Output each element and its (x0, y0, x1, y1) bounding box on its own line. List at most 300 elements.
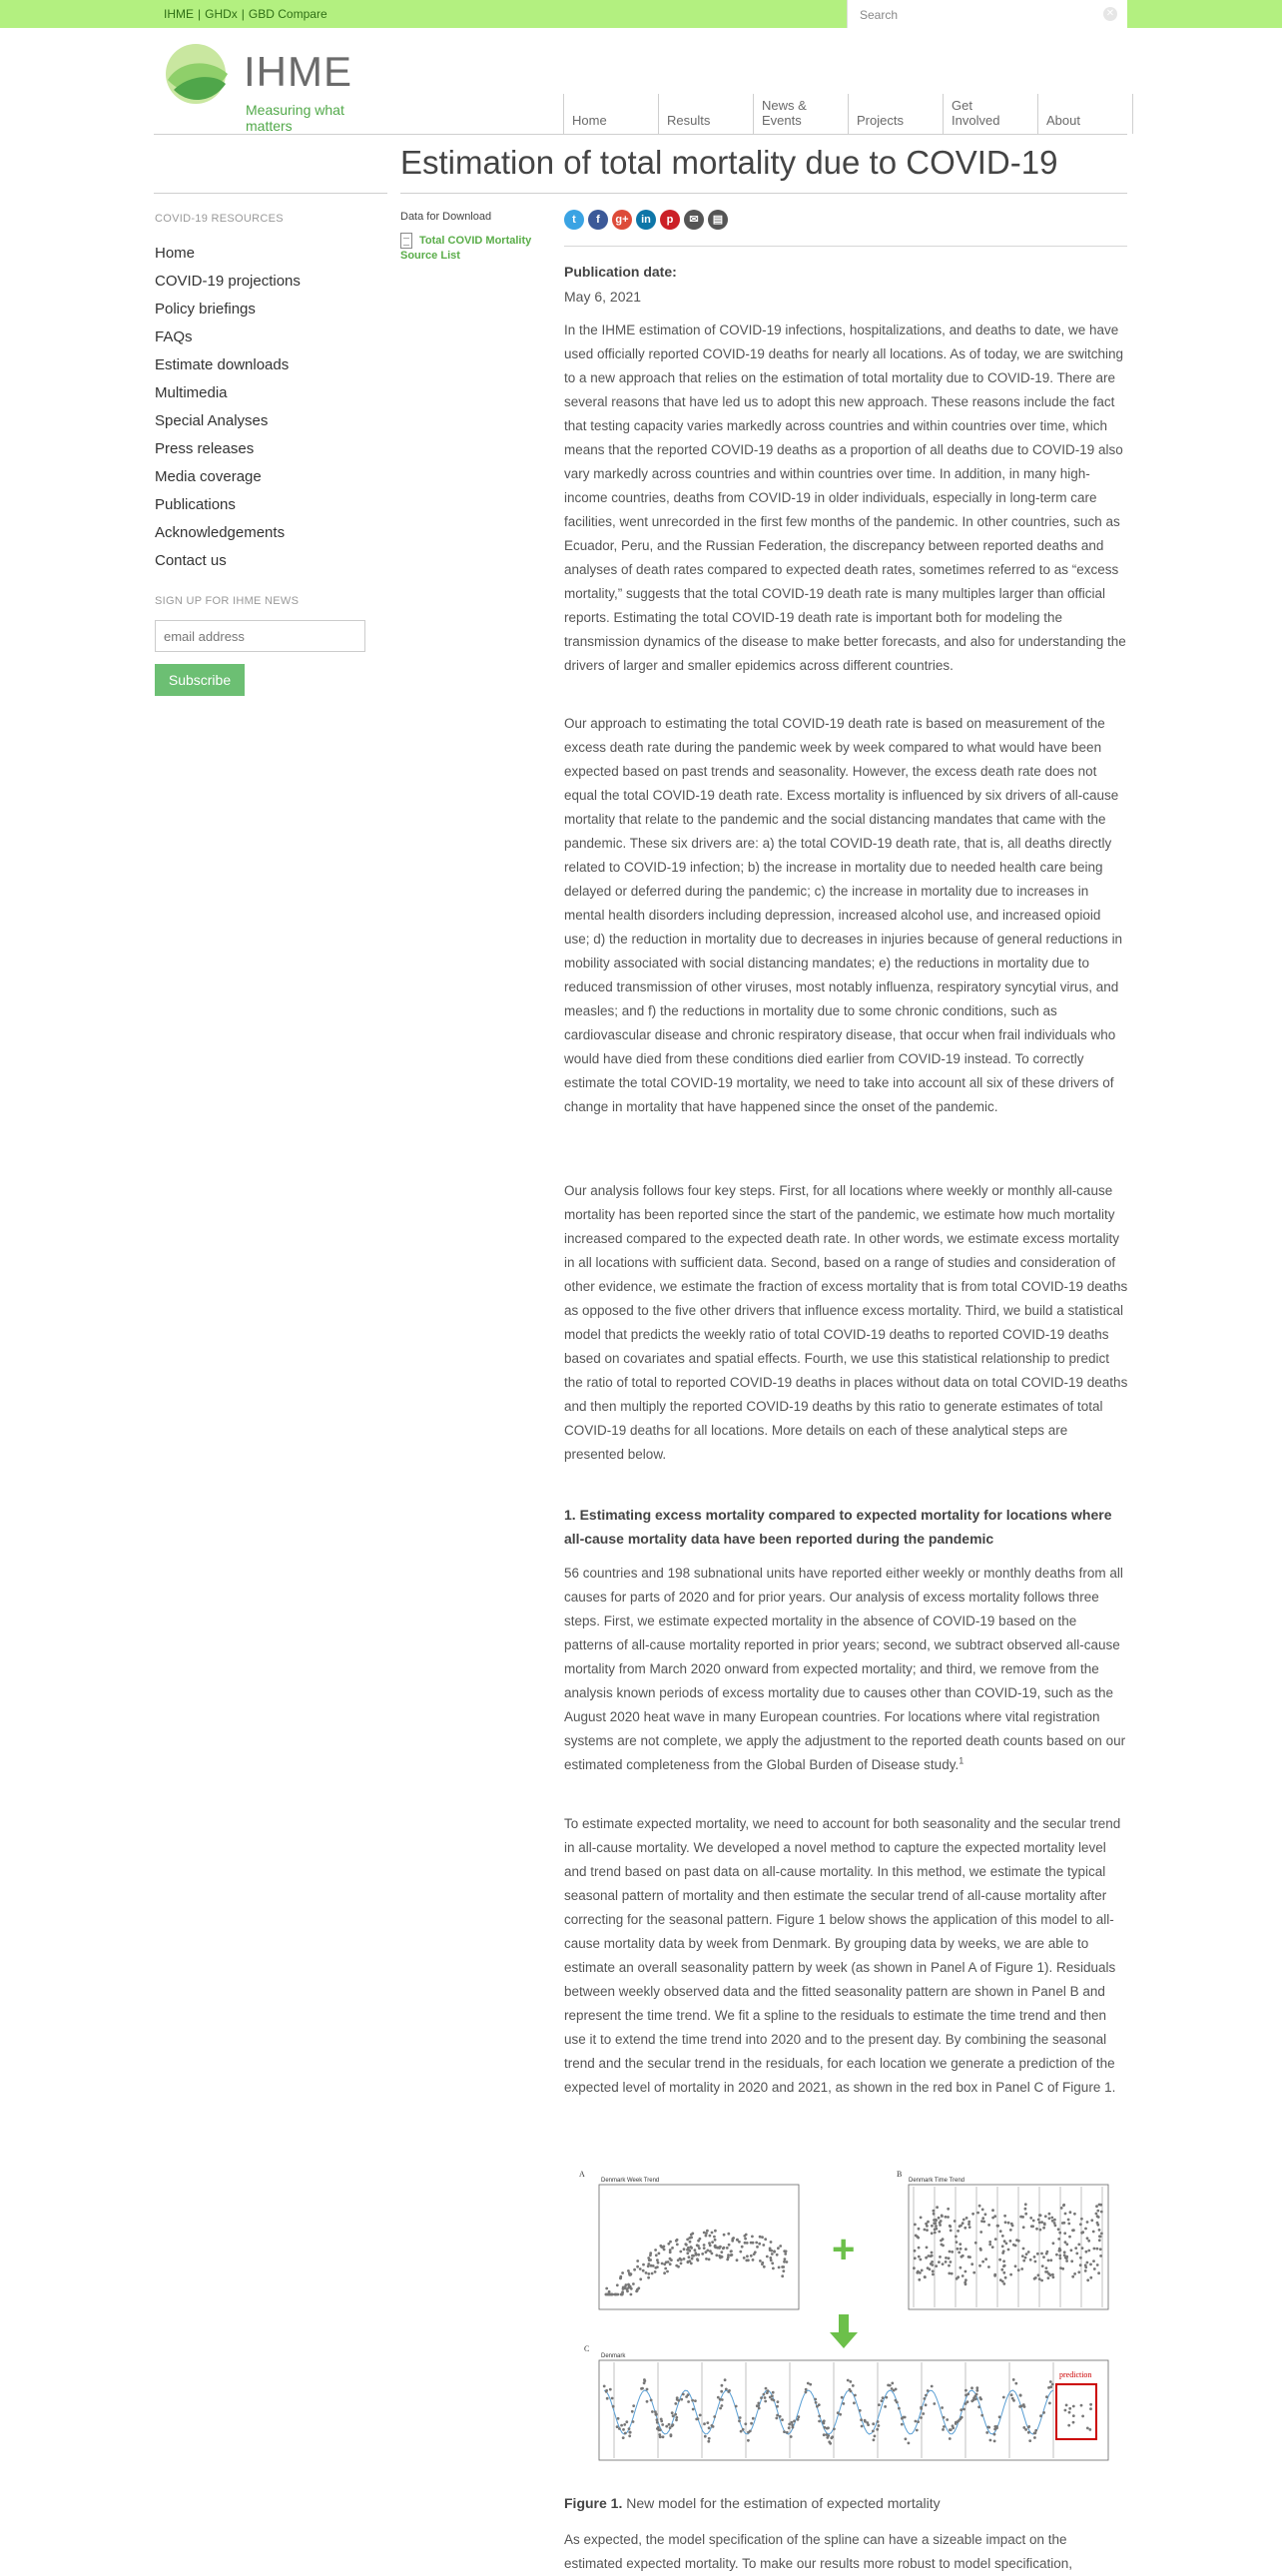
panel-b-point (1004, 2276, 1007, 2279)
panel-a-point (647, 2272, 650, 2275)
panel-b-points (913, 2203, 1103, 2285)
panel-c-point (975, 2389, 978, 2392)
panel-a-point (659, 2245, 662, 2248)
panel-b-point (1058, 2250, 1061, 2253)
panel-b-point (951, 2272, 954, 2275)
panel-a-point (711, 2241, 714, 2244)
panel-a-points (605, 2230, 789, 2296)
panel-a-point (607, 2293, 610, 2296)
panel-b-point (964, 2270, 967, 2273)
panel-b-point (938, 2217, 941, 2220)
panel-a-point (688, 2255, 691, 2258)
panel-c-points (603, 2378, 1092, 2445)
panel-c-point (933, 2402, 936, 2405)
article-paragraph-5: To estimate expected mortality, we need to account for both seasonality and the secular trend in all-cause mortality. We developed a novel method to capture the expected mortality level and trend based on past data on all-cause mortality. In this method, we estimate the typical seasonal pattern of mortality and then estimate the secular trend of all-cause mortality after correcting for the seasonal pattern. Figure 1 below shows the application of this model to all-cause mortality data by week from Denmark. By grouping data by weeks, we are able to estimate an overall seasonality pattern by week (as shown in Panel A of Figure 1). Residuals between weekly observed data and the fitted seasonality pattern are shown in Panel B and represent the time trend. We fit a spline to the residuals to estimate the time trend and then use it to extend the time trend into 2020 and to the present day. By combining the seasonal trend and the secular trend in the residuals, for each location we generate a prediction of the expected level of mortality in 2020 and 2021, as shown in the red box in Panel C of Figure 1. (564, 1816, 1121, 2095)
panel-b-point (1041, 2264, 1044, 2267)
panel-a-point (690, 2247, 693, 2250)
panel-c-point (874, 2435, 877, 2438)
panel-c-point (833, 2427, 836, 2430)
panel-b-point (1089, 2276, 1092, 2279)
panel-b-point (1027, 2251, 1030, 2254)
panel-a-point (649, 2258, 652, 2261)
panel-b-point (1098, 2239, 1101, 2242)
panel-c-point (916, 2429, 919, 2432)
panel-b-point (950, 2260, 953, 2263)
panel-b-point (945, 2256, 948, 2259)
panel-b-point (1003, 2215, 1006, 2218)
panel-a-point (652, 2264, 655, 2267)
panel-b-point (988, 2244, 991, 2247)
panel-b-point (1097, 2271, 1100, 2274)
panel-a-point (771, 2261, 774, 2264)
article-paragraph-6: As expected, the model specification of the spline can have a sizeable impact on the estimated expected mortality. To make our results more robust to model specification, (564, 2532, 1072, 2571)
panel-c-point (606, 2397, 609, 2400)
panel-c-point (692, 2408, 695, 2411)
panel-b-point (971, 2213, 974, 2216)
email-icon[interactable]: ✉ (684, 210, 704, 230)
panel-c-point (672, 2414, 675, 2417)
panel-b-point (1045, 2266, 1048, 2269)
panel-a-point (709, 2250, 712, 2253)
panel-b-point (931, 2225, 934, 2228)
panel-b-point (1099, 2236, 1102, 2239)
sidebar-item-multimedia[interactable]: Multimedia (155, 384, 228, 401)
top-link-ihme[interactable]: IHME (164, 7, 194, 21)
panel-b-point (942, 2262, 945, 2265)
download-heading: Data for Download (400, 211, 492, 223)
panel-b-point (948, 2256, 951, 2259)
panel-b-point (1002, 2259, 1005, 2262)
top-link-gbd-compare[interactable]: GBD Compare (248, 7, 327, 21)
panel-c-prediction-point (1068, 2407, 1071, 2410)
panel-a-title: Denmark Week Trend (601, 2178, 660, 2184)
panel-b-point (1080, 2218, 1083, 2221)
panel-a-point (752, 2258, 755, 2261)
panel-c-point (791, 2423, 794, 2426)
panel-b-point (962, 2254, 964, 2257)
nav-get-involved[interactable]: Get Involved (943, 94, 1037, 134)
panel-b-point (1042, 2255, 1045, 2258)
panel-c-point (943, 2425, 946, 2428)
nav-home[interactable]: Home (563, 94, 658, 134)
panel-a-point (627, 2269, 630, 2272)
panel-c-point (867, 2423, 870, 2426)
panel-b-point (967, 2221, 970, 2224)
sidebar-item-press-releases[interactable]: Press releases (155, 440, 255, 457)
panel-c-point (609, 2388, 612, 2391)
panel-a-point (711, 2232, 714, 2235)
panel-b-point (1100, 2233, 1103, 2236)
panel-c-point (805, 2391, 808, 2394)
panel-c-point (975, 2386, 978, 2389)
panel-a-point (689, 2241, 692, 2244)
panel-b-point (1047, 2259, 1050, 2262)
panel-b-point (1058, 2232, 1061, 2235)
panel-b-point (1048, 2217, 1051, 2220)
nav-news-events[interactable]: News & Events (753, 94, 848, 134)
footnote-ref[interactable]: 1 (959, 1755, 964, 1766)
panel-a-point (759, 2236, 762, 2239)
panel-b-point (967, 2223, 970, 2226)
panel-b-point (1093, 2248, 1096, 2251)
panel-c-prediction-point (1088, 2428, 1091, 2431)
panel-b-point (1077, 2244, 1080, 2247)
panel-a-point (639, 2277, 642, 2280)
panel-c-point (895, 2388, 898, 2391)
panel-a-point (763, 2265, 766, 2268)
panel-b-point (1069, 2211, 1072, 2214)
panel-b-point (1004, 2221, 1007, 2224)
panel-c-point (656, 2427, 659, 2430)
panel-b-point (1057, 2238, 1060, 2241)
panel-b-point (924, 2229, 927, 2232)
panel-b-point (1062, 2204, 1065, 2207)
panel-b-point (1033, 2255, 1036, 2258)
panel-a-point (691, 2257, 694, 2260)
panel-c-point (752, 2417, 755, 2420)
ihme-logo[interactable] (160, 40, 389, 134)
panel-a-point (632, 2282, 635, 2285)
panel-c-point (724, 2378, 727, 2381)
panel-c-frame (599, 2360, 1108, 2460)
panel-a-point (630, 2293, 633, 2296)
panel-c-point (680, 2398, 683, 2401)
panel-b-point (1015, 2239, 1018, 2242)
panel-c-point (1027, 2425, 1030, 2428)
panel-c-point (616, 2425, 619, 2428)
panel-a-point (686, 2252, 689, 2254)
top-link-ghdx[interactable]: GHDx (205, 7, 238, 21)
panel-b-point (947, 2216, 950, 2219)
panel-a-point (696, 2257, 699, 2260)
panel-b-point (1034, 2260, 1037, 2263)
panel-a-point (622, 2286, 625, 2289)
panel-a-point (741, 2246, 744, 2249)
panel-a-point (705, 2257, 708, 2260)
panel-c-point (842, 2402, 845, 2405)
panel-b-point (1059, 2256, 1062, 2259)
panel-b-point (936, 2206, 939, 2209)
panel-b-point (958, 2252, 961, 2254)
panel-b-point (962, 2219, 965, 2222)
sidebar-divider (154, 193, 387, 194)
panel-b-point (1009, 2229, 1012, 2232)
sidebar-item-publications[interactable]: Publications (155, 496, 236, 513)
panel-c-point (849, 2380, 852, 2383)
panel-b-point (949, 2251, 952, 2254)
panel-c-point (878, 2403, 881, 2406)
panel-c-point (618, 2427, 621, 2430)
panel-c-point (740, 2430, 743, 2433)
panel-a-point (675, 2240, 678, 2243)
panel-c-point (728, 2389, 731, 2392)
share-bar (564, 210, 728, 230)
facebook-icon[interactable]: f (588, 210, 608, 230)
panel-a-point (629, 2285, 632, 2288)
sidebar-item-contact-us[interactable]: Contact us (155, 552, 227, 569)
panel-c-point (829, 2442, 832, 2445)
panel-b-point (1014, 2264, 1017, 2267)
panel-b-point (1095, 2213, 1098, 2216)
panel-b-point (1029, 2258, 1032, 2261)
panel-c-point (674, 2413, 677, 2416)
panel-c-prediction-point (1081, 2415, 1084, 2418)
panel-b-point (1036, 2253, 1039, 2255)
panel-b-point (1043, 2223, 1046, 2226)
panel-b-point (1073, 2272, 1076, 2275)
panel-c-point (1018, 2405, 1021, 2408)
panel-c-point (1010, 2393, 1013, 2396)
panel-b-point (979, 2231, 982, 2234)
panel-c-point (760, 2396, 763, 2399)
panel-a-point (698, 2247, 701, 2250)
panel-a-point (671, 2247, 674, 2250)
header-divider (154, 134, 1127, 135)
sidebar-nav (155, 240, 301, 575)
panel-a-point (750, 2254, 753, 2257)
panel-b-point (965, 2217, 968, 2220)
panel-c-point (882, 2396, 885, 2399)
article-paragraph-2: Our approach to estimating the total COVID-19 death rate is based on measurement of the excess death rate during the pandemic week by week compared to what would have been expected based on past trends and seasonality. However, the excess death rate does not equal the total COVID-19 death rate. Excess mortality is influenced by six drivers of all-cause mortality that relate to the pandemic and the social distancing mandates that came with the pandemic. These six drivers are: a) the total COVID-19 death rate, that is, all deaths directly related to COVID-19 infection; b) the increase in mortality due to needed health care being delayed or deferred during the pandemic; c) the increase in mortality due to increases in mental health disorders including depression, increased alcohol use, and increased opioid use; d) the reduction in mortality due to decreases in injuries because of general reductions in mobility associated with social distancing mandates; e) the reductions in mortality due to reduced transmission of other viruses, most notably influenza, respiratory syncytial virus, and measles; and f) the reductions in mortality due to some chronic conditions, such as cardiovascular disease and chronic respiratory disease, that occur when frail individuals who would have died from these conditions died earlier from COVID-19 instead. To correctly estimate the total COVID-19 mortality, we need to take into account all six of these drivers of change in mortality that have happened since the onset of the pandemic. (564, 716, 1123, 1114)
panel-b-point (918, 2278, 921, 2281)
panel-c-point (675, 2418, 678, 2421)
panel-b-point (960, 2266, 962, 2269)
sidebar-item-home[interactable]: Home (155, 245, 196, 262)
panel-c-point (943, 2416, 946, 2419)
twitter-icon[interactable]: t (564, 210, 584, 230)
panel-c-point (818, 2420, 821, 2423)
panel-c-point (662, 2435, 665, 2438)
panel-b-point (1086, 2221, 1089, 2224)
panel-c-point (747, 2431, 750, 2434)
panel-c-point (659, 2435, 662, 2438)
panel-b-point (1059, 2266, 1062, 2269)
panel-c-point (744, 2422, 747, 2425)
panel-b-label: B (897, 2170, 903, 2179)
panel-c-point (853, 2401, 856, 2404)
panel-c-point (765, 2387, 768, 2390)
panel-c-point (632, 2420, 635, 2423)
panel-c-point (841, 2396, 844, 2399)
pinterest-icon[interactable]: p (660, 210, 680, 230)
panel-b-point (1047, 2276, 1050, 2279)
panel-b-point (1077, 2270, 1080, 2273)
panel-a-point (636, 2289, 639, 2292)
panel-b-point (1086, 2237, 1089, 2240)
panel-b-point (1084, 2265, 1087, 2268)
panel-b-point (913, 2266, 916, 2269)
panel-c-point (793, 2420, 796, 2423)
sidebar-item-acknowledgements[interactable]: Acknowledgements (155, 524, 286, 541)
sidebar-item-media-coverage[interactable]: Media coverage (155, 468, 262, 485)
panel-b-point (1086, 2261, 1089, 2264)
nav-projects[interactable]: Projects (848, 94, 943, 134)
panel-a-point (739, 2251, 742, 2254)
panel-c-prediction-point (1072, 2414, 1075, 2417)
panel-a-point (743, 2235, 746, 2238)
panel-c-point (895, 2399, 898, 2402)
panel-c-point (725, 2388, 728, 2391)
panel-c-point (805, 2388, 808, 2391)
sidebar-heading: COVID-19 RESOURCES (155, 213, 284, 225)
panel-b-point (987, 2265, 990, 2268)
panel-c-point (891, 2387, 894, 2390)
panel-c-prediction-point (1072, 2405, 1075, 2408)
panel-c-point (713, 2415, 716, 2418)
panel-c-point (1049, 2385, 1052, 2388)
sidebar-item-special-analyses[interactable]: Special Analyses (155, 412, 269, 429)
panel-b-frame (909, 2185, 1108, 2309)
print-icon[interactable]: ▤ (708, 210, 728, 230)
logo-tagline: Measuring what matters (246, 102, 344, 134)
panel-c-point (985, 2431, 988, 2434)
panel-a-point (785, 2250, 788, 2253)
panel-c-point (1014, 2382, 1017, 2385)
panel-a-point (719, 2246, 722, 2249)
panel-b-point (1001, 2235, 1004, 2238)
sidebar-item-estimate-downloads[interactable]: Estimate downloads (155, 356, 290, 373)
search-input[interactable] (847, 0, 1127, 28)
panel-a-point (703, 2232, 706, 2235)
panel-b-point (918, 2255, 921, 2258)
panel-b-point (1063, 2254, 1066, 2256)
panel-c-point (823, 2433, 826, 2436)
plus-icon: + (832, 2228, 856, 2271)
panel-b-point (982, 2221, 985, 2224)
google-plus-icon[interactable]: g+ (612, 210, 632, 230)
panel-b-point (955, 2236, 958, 2239)
panel-b-point (1042, 2227, 1045, 2230)
panel-b-point (935, 2220, 938, 2223)
nav-about[interactable]: About (1037, 94, 1133, 134)
panel-b-point (1096, 2222, 1099, 2225)
panel-c-point (949, 2437, 952, 2440)
panel-b-point (1012, 2244, 1015, 2247)
panel-c-point (669, 2426, 672, 2429)
panel-b-point (1079, 2256, 1082, 2259)
panel-a-point (645, 2271, 648, 2274)
panel-a-point (784, 2257, 787, 2260)
panel-b-point (999, 2278, 1002, 2281)
panel-a-point (759, 2259, 762, 2262)
panel-b-point (925, 2256, 928, 2259)
panel-b-point (1038, 2222, 1041, 2225)
figure-1 (574, 2165, 1123, 2464)
panel-a-point (669, 2249, 672, 2252)
panel-a-point (620, 2293, 623, 2296)
panel-c-prediction-point (1089, 2407, 1092, 2410)
panel-b-point (926, 2247, 929, 2250)
panel-c-point (629, 2431, 632, 2434)
panel-c-point (720, 2390, 723, 2393)
panel-a-point (663, 2249, 666, 2252)
panel-b-point (957, 2248, 960, 2251)
panel-a-point (667, 2260, 670, 2263)
panel-c-point (977, 2405, 980, 2408)
panel-c-point (792, 2426, 795, 2429)
panel-b-point (1096, 2215, 1099, 2218)
panel-b-point (964, 2282, 967, 2285)
panel-b-point (918, 2228, 921, 2231)
panel-c-point (622, 2428, 625, 2431)
sidebar-item-covid-projections[interactable]: COVID-19 projections (155, 273, 301, 290)
signup-heading: SIGN UP FOR IHME NEWS (155, 595, 300, 607)
panel-a-point (676, 2244, 679, 2247)
panel-c-point (682, 2393, 685, 2396)
article-paragraph-1: In the IHME estimation of COVID-19 infections, hospitalizations, and deaths to date, we have used officially reported COVID-19 deaths for nearly all locations. As of today, we are switching to a new approach that relies on the estimation of total mortality due to COVID-19. There are several reasons that have led us to adopt this new approach. These reasons include the fact that testing capacity varies markedly across countries and within countries over time, which means that the reported COVID-19 deaths as a proportion of all deaths due to COVID-19 also vary markedly across countries and within countries over time. In addition, in many high-income countries, deaths from COVID-19 in older individuals, especially in long-term care facilities, went unrecorded in the first few months of the pandemic. In other countries, such as Ecuador, Peru, and the Russian Federation, the discrepancy between reported deaths and analyses of death rates compared to expected death rates, sometimes referred to as “excess mortality,” suggests that the total COVID-19 death rate is many multiples larger than official reports. Estimating the total COVID-19 death rate is important both for modeling the transmission dynamics of the disease to make better forecasts, and also for understanding the drivers of larger and smaller epidemics across different countries. (564, 322, 1126, 673)
sidebar-item-policy-briefings[interactable]: Policy briefings (155, 301, 256, 318)
nav-results[interactable]: Results (658, 94, 753, 134)
panel-b-point (963, 2227, 966, 2230)
panel-c-point (864, 2419, 867, 2422)
panel-c-point (887, 2384, 890, 2387)
panel-b-point (1039, 2229, 1042, 2232)
panel-a-point (778, 2266, 781, 2269)
panel-b-point (991, 2246, 994, 2249)
panel-c-point (603, 2385, 606, 2388)
panel-a-point (663, 2246, 666, 2249)
download-link[interactable]: Total COVID Mortality Source List (400, 235, 532, 262)
panel-a-point (773, 2250, 776, 2253)
panel-b-point (938, 2260, 941, 2263)
panel-a-point (779, 2245, 782, 2248)
panel-a-point (605, 2293, 608, 2296)
panel-a-point (629, 2273, 632, 2276)
panel-b-point (935, 2264, 938, 2267)
subscribe-button[interactable]: Subscribe (155, 664, 245, 696)
panel-b-point (1038, 2214, 1041, 2217)
panel-a-point (691, 2254, 694, 2257)
panel-b-point (1025, 2253, 1028, 2255)
panel-a-point (642, 2263, 645, 2266)
top-links: IHME | GHDx | GBD Compare (164, 7, 327, 21)
panel-c-point (816, 2405, 819, 2408)
panel-b-point (921, 2269, 924, 2272)
panel-c-point (852, 2384, 855, 2387)
panel-b-title: Denmark Time Trend (909, 2178, 965, 2184)
panel-c-point (694, 2399, 697, 2402)
search-clear-icon[interactable]: ✕ (1103, 7, 1117, 21)
panel-a-point (633, 2268, 636, 2271)
panel-a-point (677, 2258, 680, 2261)
publication-date-label: Publication date: (564, 264, 677, 280)
sidebar-item-faqs[interactable]: FAQs (155, 328, 193, 345)
panel-a-point (690, 2262, 693, 2265)
logo-wordmark: IHME (244, 48, 352, 95)
panel-a-point (675, 2264, 678, 2267)
panel-b-point (1009, 2273, 1012, 2276)
panel-c-point (643, 2381, 646, 2384)
linkedin-icon[interactable]: in (636, 210, 656, 230)
panel-c-point (605, 2389, 608, 2392)
panel-a-point (649, 2252, 652, 2254)
panel-c-point (1002, 2396, 1005, 2399)
email-field[interactable] (155, 620, 365, 652)
panel-b-point (964, 2248, 967, 2251)
panel-b-point (1086, 2278, 1089, 2281)
panel-b-point (1065, 2259, 1068, 2262)
title-divider (400, 193, 1127, 194)
panel-c-point (650, 2399, 653, 2402)
panel-c-point (859, 2409, 862, 2412)
panel-c-point (962, 2408, 965, 2411)
panel-b-point (984, 2257, 987, 2260)
panel-c-point (646, 2388, 649, 2391)
panel-a-point (697, 2245, 700, 2248)
panel-c-point (640, 2387, 643, 2390)
panel-c-point (668, 2423, 671, 2426)
panel-c-point (628, 2427, 631, 2430)
